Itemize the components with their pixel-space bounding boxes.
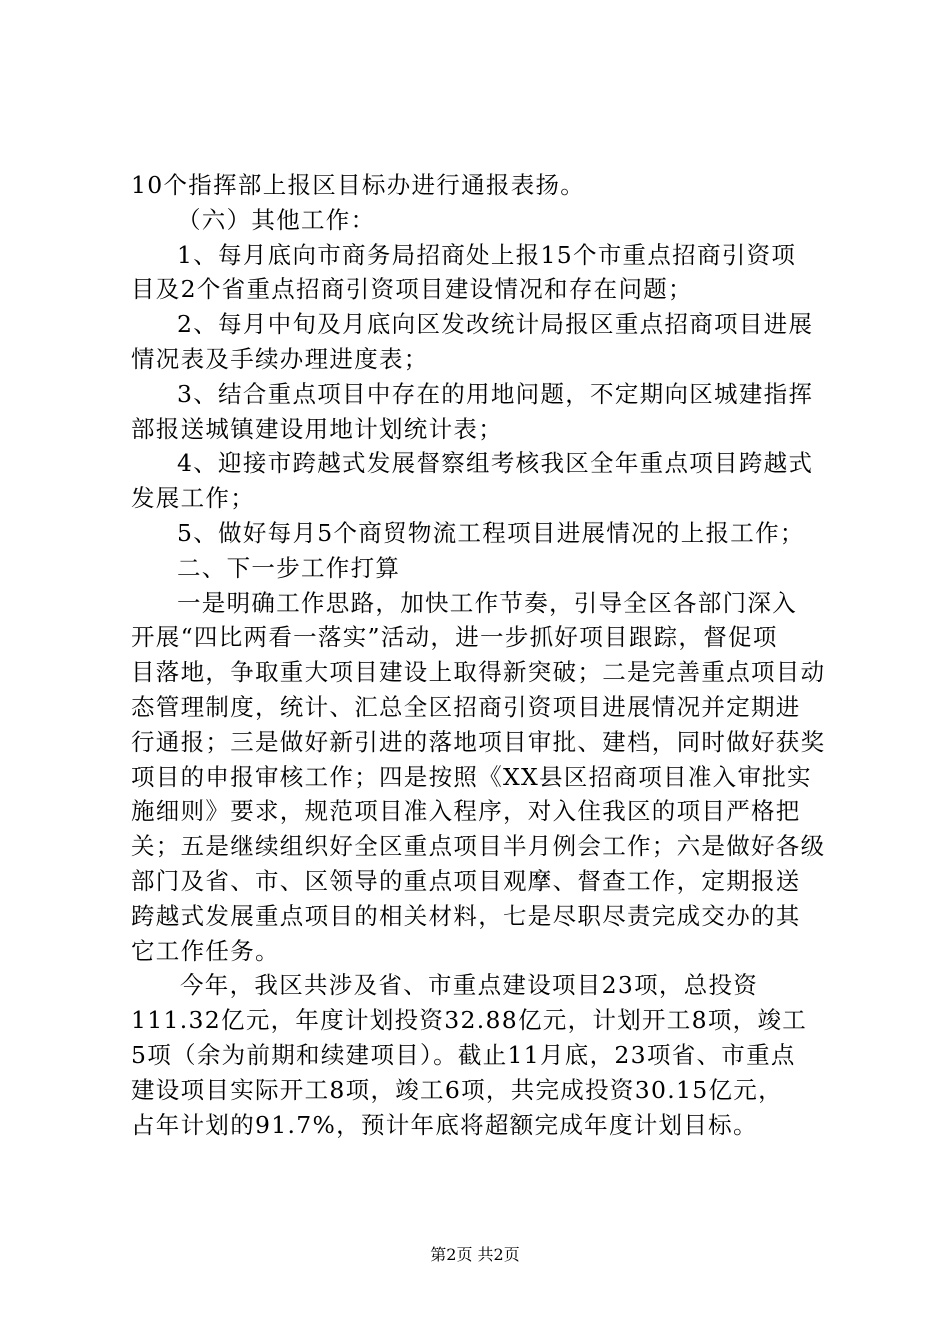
paragraph-line: 态管理制度，统计、汇总全区招商引资项目进展情况并定期进 bbox=[131, 692, 801, 721]
paragraph-line: 发展工作； bbox=[131, 484, 255, 513]
paragraph-line: 5项（余为前期和续建项目）。截止11月底，23项省、市重点 bbox=[131, 1040, 796, 1069]
paragraph-line: 它工作任务。 bbox=[131, 936, 280, 965]
paragraph-line: 2、每月中旬及月底向区发改统计局报区重点招商项目进展 bbox=[177, 310, 814, 339]
paragraph-line: 111.32亿元，年度计划投资32.88亿元，计划开工8项，竣工 bbox=[131, 1006, 808, 1035]
paragraph-line: 1、每月底向市商务局招商处上报15个市重点招商引资项 bbox=[177, 240, 797, 269]
paragraph-line: 开展“四比两看一落实”活动，进一步抓好项目跟踪，督促项 bbox=[131, 623, 778, 652]
paragraph-line: 10个指挥部上报区目标办进行通报表扬。 bbox=[131, 171, 586, 199]
paragraph-line: 3、结合重点项目中存在的用地问题，不定期向区城建指挥 bbox=[177, 379, 814, 408]
paragraph-line: 5、做好每月5个商贸物流工程项目进展情况的上报工作； bbox=[177, 518, 805, 547]
paragraph-line: 施细则》要求，规范项目准入程序，对入住我区的项目严格把 bbox=[131, 797, 801, 826]
paragraph-line: 行通报；三是做好新引进的落地项目审批、建档，同时做好获奖 bbox=[131, 727, 826, 756]
paragraph-line: 4、迎接市跨越式发展督察组考核我区全年重点项目跨越式 bbox=[177, 449, 814, 478]
paragraph-line: 情况表及手续办理进度表； bbox=[131, 344, 429, 373]
paragraph-line: 关；五是继续组织好全区重点项目半月例会工作；六是做好各级 bbox=[131, 832, 826, 861]
paragraph-line: 目及2个省重点招商引资项目建设情况和存在问题； bbox=[131, 275, 693, 304]
paragraph-line: 部门及省、市、区领导的重点项目观摩、督查工作，定期报送 bbox=[131, 866, 801, 895]
paragraph-line: 一是明确工作思路，加快工作节奏，引导全区各部门深入 bbox=[177, 588, 797, 617]
section-heading-other-work: （六）其他工作： bbox=[177, 205, 376, 234]
paragraph-line: 今年，我区共涉及省、市重点建设项目23项，总投资 bbox=[180, 971, 759, 1000]
section-heading-next-steps: 二、下一步工作打算 bbox=[177, 553, 401, 582]
paragraph-line: 占年计划的91.7%，预计年底将超额完成年度计划目标。 bbox=[131, 1110, 758, 1139]
paragraph-line: 目落地，争取重大项目建设上取得新突破；二是完善重点项目动 bbox=[131, 658, 826, 687]
document-body bbox=[131, 168, 831, 1142]
paragraph-line: 项目的申报审核工作；四是按照《XX县区招商项目准入审批实 bbox=[131, 762, 812, 791]
paragraph-line: 跨越式发展重点项目的相关材料，七是尽职尽责完成交办的其 bbox=[131, 901, 801, 930]
paragraph-line: 部报送城镇建设用地计划统计表； bbox=[131, 414, 503, 443]
page-number-footer: 第2页 共2页 bbox=[430, 1245, 520, 1264]
paragraph-line: 建设项目实际开工8项，竣工6项，共完成投资30.15亿元， bbox=[131, 1075, 783, 1104]
